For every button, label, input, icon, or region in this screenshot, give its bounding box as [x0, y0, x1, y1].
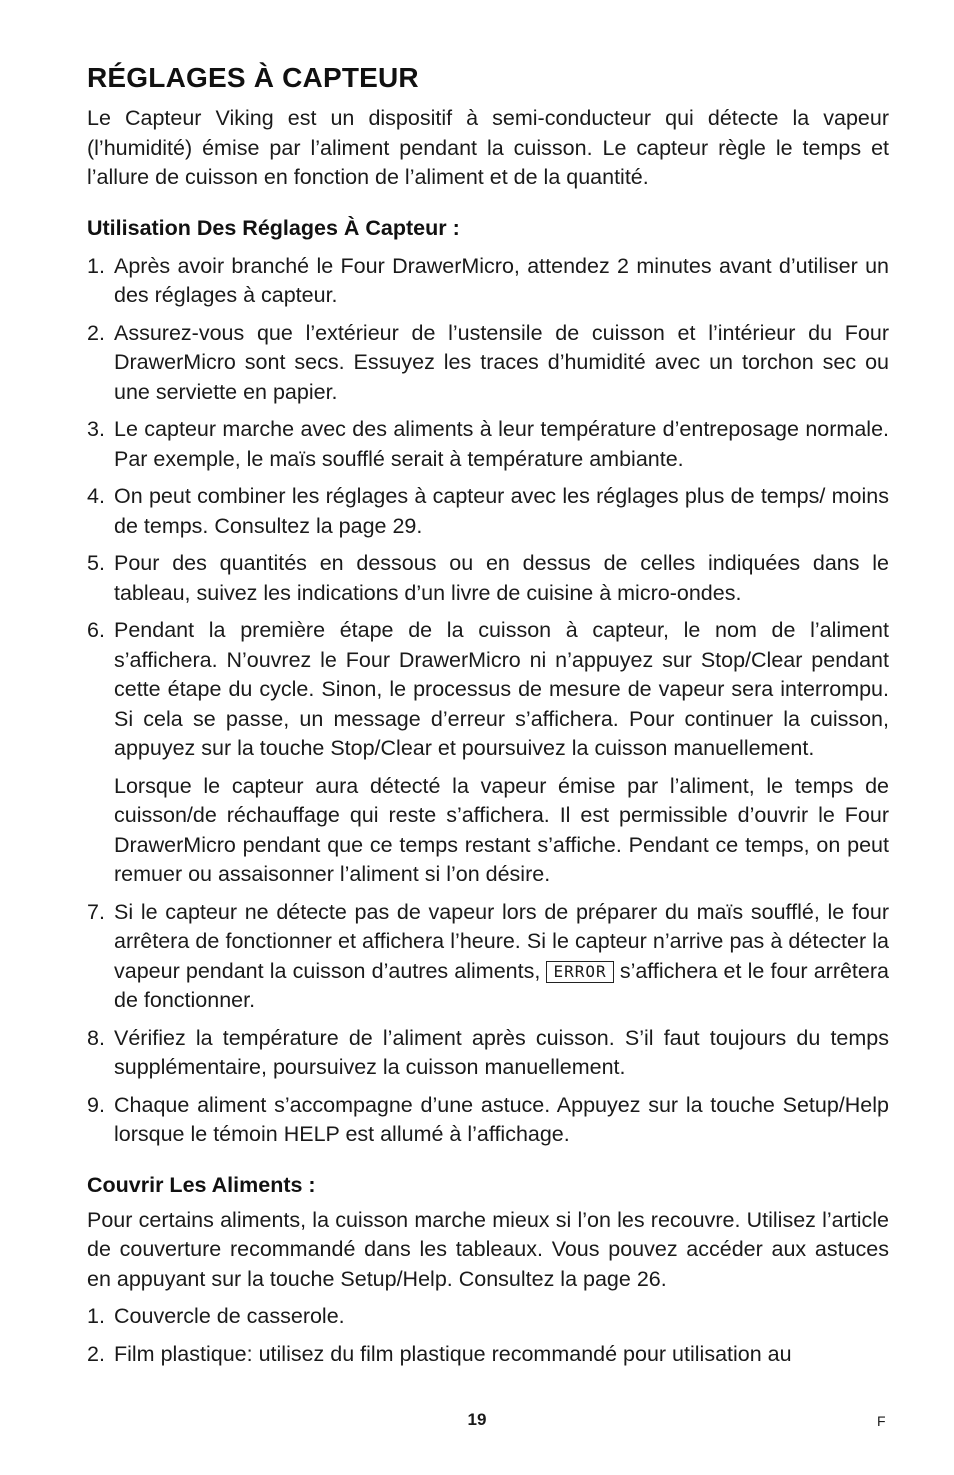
page-title: RÉGLAGES À CAPTEUR	[87, 62, 419, 93]
list-item	[87, 549, 889, 608]
item-text: On peut combiner les réglages à capteur avec les réglages plus de temps/ moins de temps. Consultez la page 29.	[114, 484, 889, 538]
item-text: Le capteur marche avec des aliments à leur température d’entreposage normale. Par exemple, le maïs soufflé serait à température ambiante.	[114, 417, 889, 471]
list-item	[87, 252, 889, 311]
item-text: Film plastique: utilisez du film plastique recommandé pour utilisation au	[114, 1341, 792, 1366]
item-text: Assurez-vous que l’extérieur de l’ustensile de cuisson et l’intérieur du Four DrawerMicro sont secs. Essuyez les traces d’humidité avec un torchon sec ou une serviette en papier.	[114, 320, 889, 404]
item-number: 2.	[87, 320, 105, 345]
list-item	[87, 415, 889, 474]
item-number: 1.	[87, 1304, 105, 1328]
item-text: Après avoir branché le Four DrawerMicro, attendez 2 minutes avant d’utiliser un des réglages à capteur.	[114, 253, 889, 307]
item-number: 9.	[87, 1092, 105, 1117]
list-item	[87, 1091, 889, 1150]
item-number: 8.	[87, 1025, 105, 1050]
item-text: Si le capteur ne détecte pas de vapeur lors de préparer du maïs soufflé, le four arrêtera de fonctionner et affichera l’heure. Si le capteur n’arrive pas à détecter la vapeur pendant la cuisson d’autres aliments,	[114, 899, 889, 983]
intro-paragraph: Le Capteur Viking est un dispositif à semi-conducteur qui détecte la vapeur (l’humidité) émise par l’aliment pendant la cuisson. Le capteur règle le temps et l’allure de cuisson en fonction de l’aliment et de la quantité.	[87, 106, 889, 189]
item-number: 7.	[87, 899, 105, 924]
usage-steps-list	[87, 252, 889, 1150]
cover-heading: Couvrir Les Aliments :	[87, 1172, 316, 1197]
item-subparagraph: Lorsque le capteur aura détecté la vapeur émise par l’aliment, le temps de cuisson/de réchauffage qui reste s’affichera. Il est permissible d’ouvrir le Four DrawerMicro pendant que ce temps restant s’affiche. Pendant ce temps, on peut remuer ou assaisonner l’aliment si l’on désire.	[114, 773, 889, 886]
item-text: Chaque aliment s’accompagne d’une astuce. Appuyez sur la touche Setup/Help lorsque le témoin HELP est allumé à l’affichage.	[114, 1092, 889, 1146]
item-number: 4.	[87, 484, 105, 508]
item-text: Pour des quantités en dessous ou en dessus de celles indiquées dans le tableau, suivez les indications d’un livre de cuisine à micro-ondes.	[114, 551, 889, 605]
list-item	[87, 319, 889, 408]
page-number: 19	[467, 1410, 487, 1429]
language-marker: F	[877, 1413, 886, 1429]
item-text: Couvercle de casserole.	[114, 1304, 345, 1328]
item-number: 2.	[87, 1341, 105, 1366]
error-display-readout: ERROR	[546, 961, 613, 983]
item-text-continued: s’affichera et le four arrêtera de fonctionner.	[114, 958, 889, 1012]
list-item	[87, 482, 889, 541]
item-text: Vérifiez la température de l’aliment après cuisson. S’il faut toujours du temps supplémentaire, poursuivez la cuisson manuellement.	[114, 1025, 889, 1079]
list-item	[87, 1302, 889, 1332]
item-number: 3.	[87, 417, 105, 441]
cover-list	[87, 1302, 889, 1369]
list-item	[87, 616, 889, 890]
item-number: 1.	[87, 253, 105, 278]
list-item	[87, 898, 889, 1016]
usage-heading: Utilisation Des Réglages À Capteur :	[87, 215, 460, 240]
item-number: 5.	[87, 551, 105, 575]
item-number: 6.	[87, 618, 105, 642]
list-item	[87, 1024, 889, 1083]
item-text: Pendant la première étape de la cuisson à capteur, le nom de l’aliment s’affichera. N’ouvrez le Four DrawerMicro ni n’appuyez sur Stop/Clear pendant cette étape du cycle. Sinon, le processus de mesure de vapeur sera interrompu. Si cela se passe, un message d’erreur s’affichera. Pour continuer la cuisson, appuyez sur la touche Stop/Clear et poursuivez la cuisson manuellement.	[114, 618, 889, 760]
cover-paragraph: Pour certains aliments, la cuisson marche mieux si l’on les recouvre. Utilisez l’article de couverture recommandé dans les tableaux. Vous pouvez accéder aux astuces en appuyant sur la touche Setup/Help. Consultez la page 26.	[87, 1207, 889, 1291]
list-item	[87, 1340, 889, 1370]
page-content	[87, 58, 889, 1377]
